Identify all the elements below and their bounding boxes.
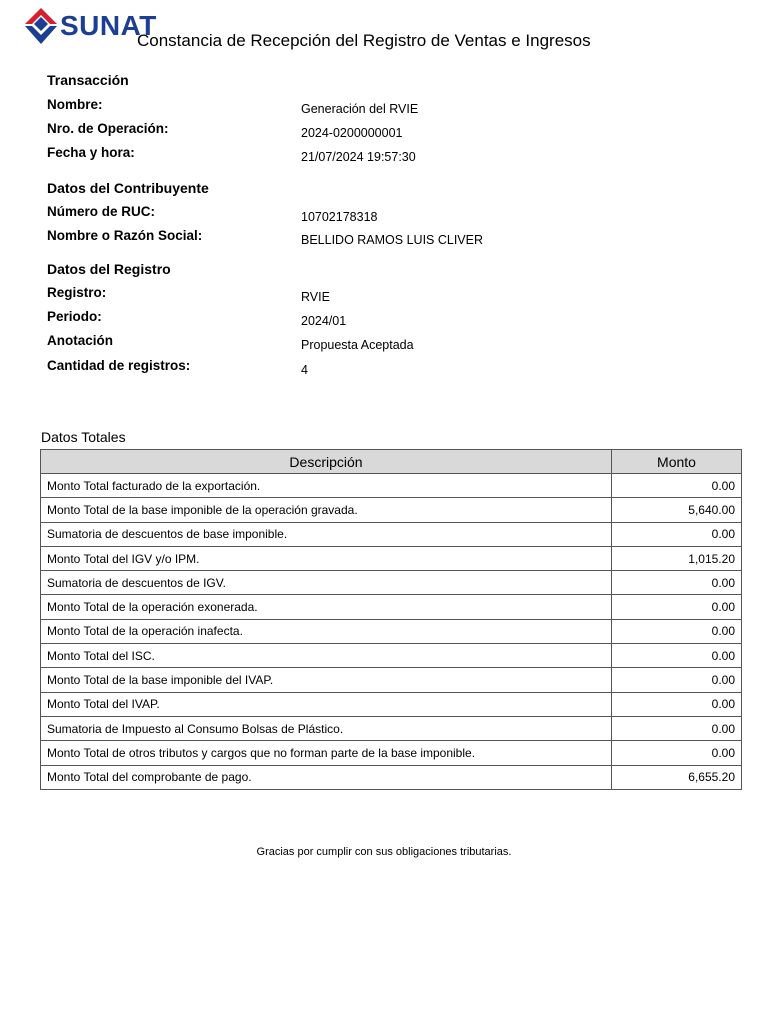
table-row [41, 595, 742, 619]
row-amount: 0.00 [612, 571, 742, 595]
row-description: Monto Total del comprobante de pago. [41, 765, 612, 789]
table-row [41, 474, 742, 498]
column-header-descripcion: Descripción [41, 450, 612, 474]
row-amount: 0.00 [612, 741, 742, 765]
table-row [41, 498, 742, 522]
row-amount: 0.00 [612, 716, 742, 740]
label-fecha-hora: Fecha y hora: [47, 145, 135, 160]
row-amount: 0.00 [612, 692, 742, 716]
value-anotacion: Propuesta Aceptada [301, 338, 414, 352]
row-description: Sumatoria de descuentos de IGV. [41, 571, 612, 595]
value-periodo: 2024/01 [301, 314, 347, 328]
section-heading-registro: Datos del Registro [47, 261, 171, 277]
table-row [41, 692, 742, 716]
value-registro: RVIE [301, 290, 330, 304]
section-heading-transaccion: Transacción [47, 72, 129, 88]
totals-header-row [41, 450, 742, 474]
label-cantidad-registros: Cantidad de registros: [47, 358, 191, 373]
row-description: Sumatoria de Impuesto al Consumo Bolsas de Plástico. [41, 716, 612, 740]
row-description: Monto Total del ISC. [41, 644, 612, 668]
table-row [41, 765, 742, 789]
row-description: Sumatoria de descuentos de base imponible. [41, 522, 612, 546]
row-description: Monto Total facturado de la exportación. [41, 474, 612, 498]
label-periodo: Periodo: [47, 309, 102, 324]
row-amount: 0.00 [612, 595, 742, 619]
section-heading-contribuyente: Datos del Contribuyente [47, 180, 209, 196]
value-nombre: Generación del RVIE [301, 102, 419, 116]
row-description: Monto Total del IGV y/o IPM. [41, 546, 612, 570]
row-amount: 0.00 [612, 522, 742, 546]
table-row [41, 741, 742, 765]
value-razon-social: BELLIDO RAMOS LUIS CLIVER [301, 233, 484, 247]
value-ruc: 10702178318 [301, 210, 378, 224]
row-amount: 0.00 [612, 619, 742, 643]
table-row [41, 668, 742, 692]
table-row [41, 619, 742, 643]
row-amount: 5,640.00 [612, 498, 742, 522]
table-row [41, 644, 742, 668]
row-description: Monto Total del IVAP. [41, 692, 612, 716]
label-registro: Registro: [47, 285, 107, 300]
label-nombre: Nombre: [47, 97, 103, 112]
footer-message: Gracias por cumplir con sus obligaciones tributarias. [256, 846, 512, 858]
column-header-monto: Monto [612, 450, 742, 474]
value-cantidad-registros: 4 [301, 363, 308, 377]
row-description: Monto Total de la base imponible de la operación gravada. [41, 498, 612, 522]
row-amount: 0.00 [612, 668, 742, 692]
row-description: Monto Total de otros tributos y cargos que no forman parte de la base imponible. [41, 741, 612, 765]
label-razon-social: Nombre o Razón Social: [47, 228, 203, 243]
row-amount: 0.00 [612, 644, 742, 668]
row-amount: 0.00 [612, 474, 742, 498]
totals-caption: Datos Totales [41, 429, 126, 445]
row-description: Monto Total de la operación exonerada. [41, 595, 612, 619]
table-row [41, 522, 742, 546]
sunat-emblem-icon [24, 7, 58, 45]
row-amount: 1,015.20 [612, 546, 742, 570]
label-nro-operacion: Nro. de Operación: [47, 121, 169, 136]
label-anotacion: Anotación [47, 333, 113, 348]
document-title: Constancia de Recepción del Registro de Ventas e Ingresos [137, 31, 591, 50]
totals-table [40, 449, 742, 790]
row-amount: 6,655.20 [612, 765, 742, 789]
table-row [41, 716, 742, 740]
row-description: Monto Total de la operación inafecta. [41, 619, 612, 643]
label-ruc: Número de RUC: [47, 204, 156, 219]
row-description: Monto Total de la base imponible del IVAP. [41, 668, 612, 692]
value-nro-operacion: 2024-0200000001 [301, 126, 403, 140]
value-fecha-hora: 21/07/2024 19:57:30 [301, 150, 416, 164]
table-row [41, 571, 742, 595]
table-row [41, 546, 742, 570]
brand-name: SUNAT [60, 10, 157, 41]
